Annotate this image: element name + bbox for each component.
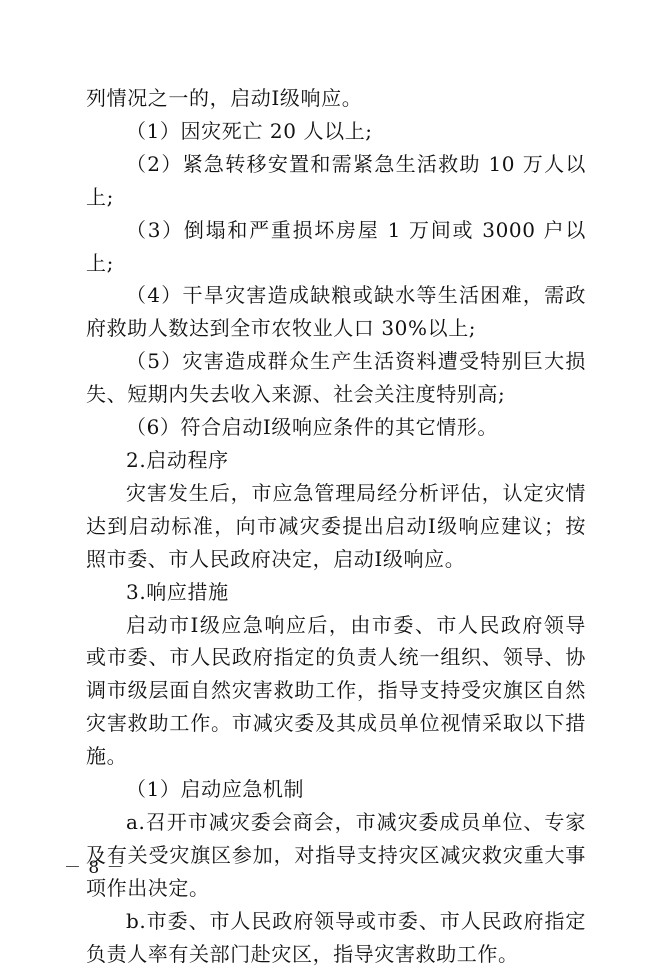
page-number: － 8 － — [64, 858, 125, 878]
paragraph-continuation: 列情况之一的，启动Ⅰ级响应。 — [86, 86, 363, 110]
criterion-6: （6）符合启动Ⅰ级响应条件的其它情形。 — [126, 415, 499, 440]
document-body — [86, 82, 586, 970]
subsection-heading-emergency-mechanism: （1）启动应急机制 — [126, 777, 305, 802]
section-heading-startup-procedure: 2.启动程序 — [126, 447, 229, 472]
measure-b: b.市委、市人民政府领导或市委、市人民政府指定负责人率有关部门赴灾区，指导灾害救助工作。 — [86, 908, 586, 966]
section-heading-response-measures: 3.响应措施 — [126, 579, 229, 604]
criterion-3: （3）倒塌和严重损坏房屋 1 万间或 3000 户以上; — [86, 217, 586, 275]
criterion-1: （1）因灾死亡 20 人以上; — [126, 118, 373, 143]
measure-a: a.召开市减灾委会商会，市减灾委成员单位、专家及有关受灾旗区参加，对指导支持灾区减灾救灾重大事项作出决定。 — [86, 809, 586, 900]
startup-procedure-text: 灾害发生后，市应急管理局经分析评估，认定灾情达到启动标准，向市减灾委提出启动Ⅰ级响应建议；按照市委、市人民政府决定，启动Ⅰ级响应。 — [86, 480, 586, 571]
criterion-4: （4）干旱灾害造成缺粮或缺水等生活困难，需政府救助人数达到全市农牧业人口 30%以上; — [86, 283, 586, 341]
response-measures-text: 启动市Ⅰ级应急响应后，由市委、市人民政府领导或市委、市人民政府指定的负责人统一组织、领导、协调市级层面自然灾害救助工作，指导支持受灾旗区自然灾害救助工作。市减灾委及其成员单位视情采取以下措施。 — [86, 612, 586, 769]
criterion-2: （2）紧急转移安置和需紧急生活救助 10 万人以上; — [86, 151, 586, 209]
criterion-5: （5）灾害造成群众生产生活资料遭受特别巨大损失、短期内失去收入来源、社会关注度特别高; — [86, 349, 586, 407]
